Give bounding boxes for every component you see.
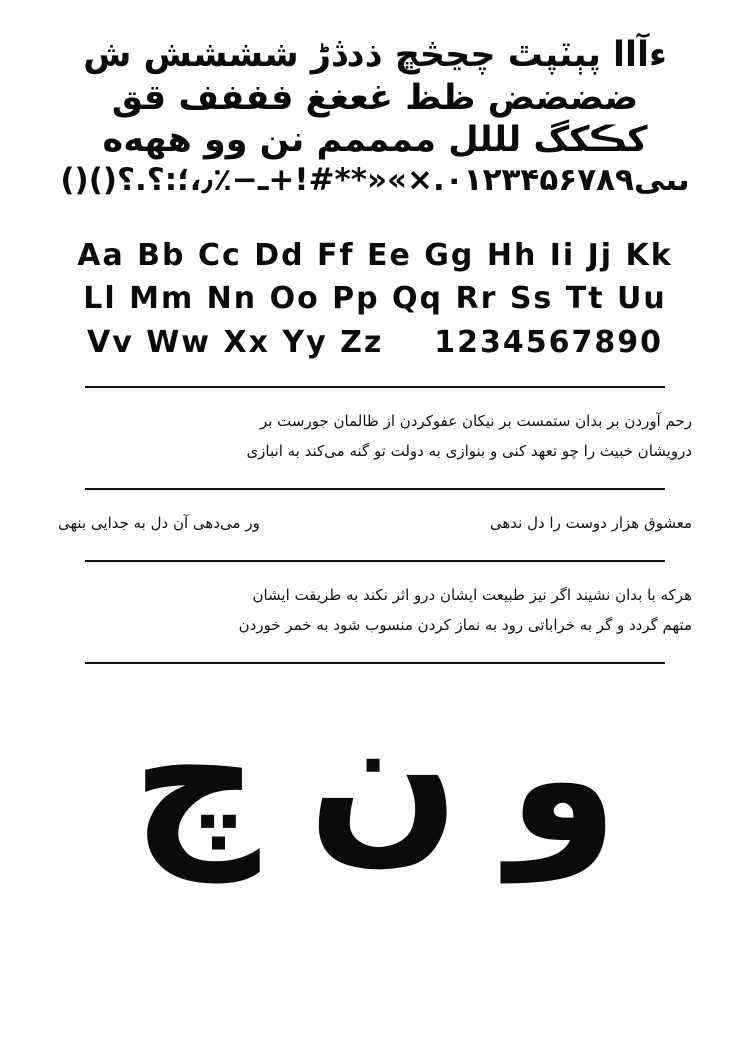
divider-rule-3 (85, 560, 665, 562)
sample-paragraph-1 (40, 406, 710, 466)
glyph-line-1: ءآاا پٻٽپٿ چڃڅڇ ذدڎڑ شششش ش (83, 35, 667, 75)
latin-letters-row-3: Vv Ww Xx Yy Zz (87, 324, 384, 360)
latin-specimen-block (40, 234, 710, 365)
glyph-line-2: ضضضض ظظ غعغغ فففف قق (111, 77, 639, 118)
latin-line-3 (40, 321, 710, 365)
latin-line-1: Aa Bb Cc Dd Ff Ee Gg Hh Ii Jj Kk (77, 237, 673, 273)
sample-3-line-1: هرکه با بدان نشیند اگر نیز طبیعت ایشان درو اثر نکند به طریقت ایشان (252, 586, 692, 605)
glyph-line-3: کڪکگ لللل ممممم نن وو ههه‌ه (102, 120, 648, 161)
glyph-specimen-block (40, 34, 710, 200)
sample-3-line-2: متهم گردد و گر به خراباتی رود به نماز کردن منسوب شود به خمر خوردن (238, 616, 692, 635)
display-letter-noon: ن (307, 675, 460, 883)
sample-1-line-1: رحم آوردن بر بدان ستمست بر نیکان عفوکردن از ظالمان جورست بر (259, 412, 692, 431)
display-letter-che: چ (131, 675, 260, 883)
sample-paragraph-2 (40, 508, 710, 538)
display-letters-row (40, 675, 710, 883)
latin-line-2: Ll Mm Nn Oo Pp Qq Rr Ss Tt Uu (83, 281, 667, 317)
sample-2-hemistich-right: معشوق هزار دوست را دل ندهی (489, 514, 692, 533)
sample-2-hemistich-left: ور می‌دهی آن دل به جدایی بنهی (58, 514, 260, 533)
sample-1-line-2: درویشان خبیث را چو تعهد کنی و بنوازی به دولت تو گنه می‌کند به انبازی (246, 442, 692, 461)
latin-numerals: 1234567890 (434, 324, 663, 360)
divider-rule-2 (85, 488, 665, 490)
glyph-line-4: ىىى۰۱۲۳۴۵۶۷۸۹.×»«**#!+ـ−٪٫،؛:؟.؟()() (60, 162, 690, 199)
sample-paragraph-3 (40, 580, 710, 640)
divider-rule-1 (85, 386, 665, 388)
display-letter-vav: و (507, 675, 619, 883)
divider-rule-4 (85, 662, 665, 664)
